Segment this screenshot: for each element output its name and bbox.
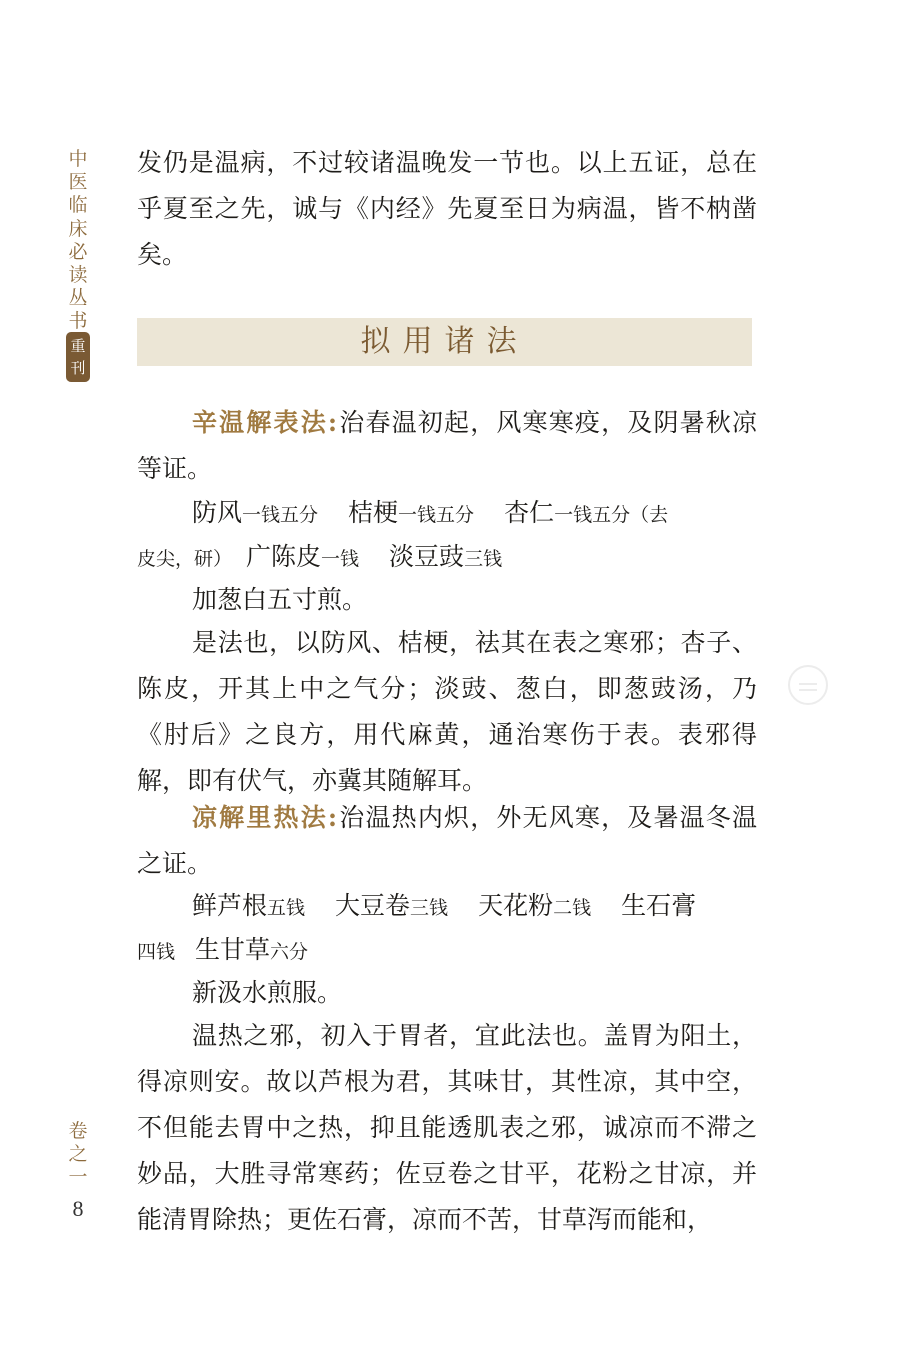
volume-char: 之 bbox=[68, 1143, 88, 1166]
chongkan-seal bbox=[66, 332, 90, 382]
herb: 生石膏 bbox=[621, 891, 697, 920]
method-2-name: 凉解里热法: bbox=[192, 803, 339, 832]
volume-label-vertical bbox=[58, 1120, 98, 1190]
method-1-description: 治春温初起，风寒寒疫，及阴暑秋凉等证。 bbox=[137, 408, 757, 483]
faint-watermark-icon bbox=[788, 665, 828, 705]
method-2-description: 治温热内炽，外无风寒，及暑温冬温之证。 bbox=[137, 803, 757, 878]
series-char: 读 bbox=[68, 264, 88, 287]
herb: 大豆卷 bbox=[335, 891, 411, 920]
series-title-vertical bbox=[58, 148, 98, 334]
herb-dose: 四钱 bbox=[137, 941, 176, 963]
method-1-herbs-line-2 bbox=[137, 534, 757, 582]
series-char: 必 bbox=[68, 240, 88, 263]
herb-dose: 一钱五分（去 bbox=[554, 504, 669, 526]
method-1-preparation: 加葱白五寸煎。 bbox=[192, 585, 368, 614]
herb-dose: 二钱 bbox=[553, 897, 592, 919]
method-2-explanation: 温热之邪，初入于胃者，宜此法也。盖胃为阳土，得凉则安。故以芦根为君，其味甘，其性凉，其中空，不但能去胃中之热，抑且能透肌表之邪，诚凉而不滞之妙品，大胜寻常寒药；佐豆卷之甘平，花粉之甘凉，并能清胃除热；更佐石膏，凉而不苦，甘草泻而能和， bbox=[137, 1021, 757, 1234]
method-2-herbs-line-2 bbox=[137, 927, 757, 975]
herb-dose: 五钱 bbox=[267, 897, 306, 919]
series-char: 临 bbox=[68, 194, 88, 217]
herb-dose: 三钱 bbox=[410, 897, 449, 919]
herb: 桔梗 bbox=[348, 498, 399, 527]
page-number: 8 bbox=[72, 1196, 84, 1221]
herb: 鲜芦根 bbox=[192, 891, 268, 920]
method-1-herbs-line-1 bbox=[192, 490, 757, 538]
volume-char: 卷 bbox=[68, 1120, 88, 1142]
herb: 杏仁 bbox=[504, 498, 555, 527]
method-2-herbs-line-1 bbox=[192, 883, 757, 931]
continued-paragraph: 发仍是温病，不过较诸温晚发一节也。以上五证，总在乎夏至之先，诚与《内经》先夏至日为病温，皆不枘凿矣。 bbox=[137, 148, 757, 269]
herb-dose: 皮尖，研） bbox=[137, 548, 233, 570]
herb-dose: 三钱 bbox=[464, 548, 503, 570]
series-char: 医 bbox=[68, 171, 88, 194]
herb: 防风 bbox=[192, 498, 243, 527]
series-char: 床 bbox=[68, 217, 88, 240]
series-char: 书 bbox=[68, 310, 88, 333]
volume-char: 一 bbox=[68, 1166, 88, 1189]
series-char: 中 bbox=[68, 148, 88, 170]
seal-char: 重 bbox=[70, 337, 86, 355]
method-1-name: 辛温解表法: bbox=[192, 408, 339, 437]
herb: 生甘草 bbox=[195, 935, 271, 964]
herb: 广陈皮 bbox=[246, 542, 322, 571]
method-2-preparation: 新汲水煎服。 bbox=[192, 978, 343, 1007]
herb-dose: 六分 bbox=[270, 941, 309, 963]
herb-dose: 一钱 bbox=[321, 548, 360, 570]
method-1-explanation: 是法也，以防风、桔梗，祛其在表之寒邪；杏子、陈皮，开其上中之气分；淡豉、葱白，即葱豉汤，乃《肘后》之良方，用代麻黄，通治寒伤于表。表邪得解，即有伏气，亦冀其随解耳。 bbox=[137, 628, 757, 795]
herb: 天花粉 bbox=[478, 891, 554, 920]
method-2-paragraph bbox=[137, 795, 757, 887]
herb-dose: 一钱五分 bbox=[398, 504, 475, 526]
series-char: 丛 bbox=[68, 287, 88, 310]
section-heading: 拟用诸法 bbox=[137, 318, 752, 366]
seal-char: 刊 bbox=[70, 359, 86, 377]
herb-dose: 一钱五分 bbox=[242, 504, 319, 526]
herb: 淡豆豉 bbox=[389, 542, 465, 571]
method-1-paragraph bbox=[137, 400, 757, 492]
